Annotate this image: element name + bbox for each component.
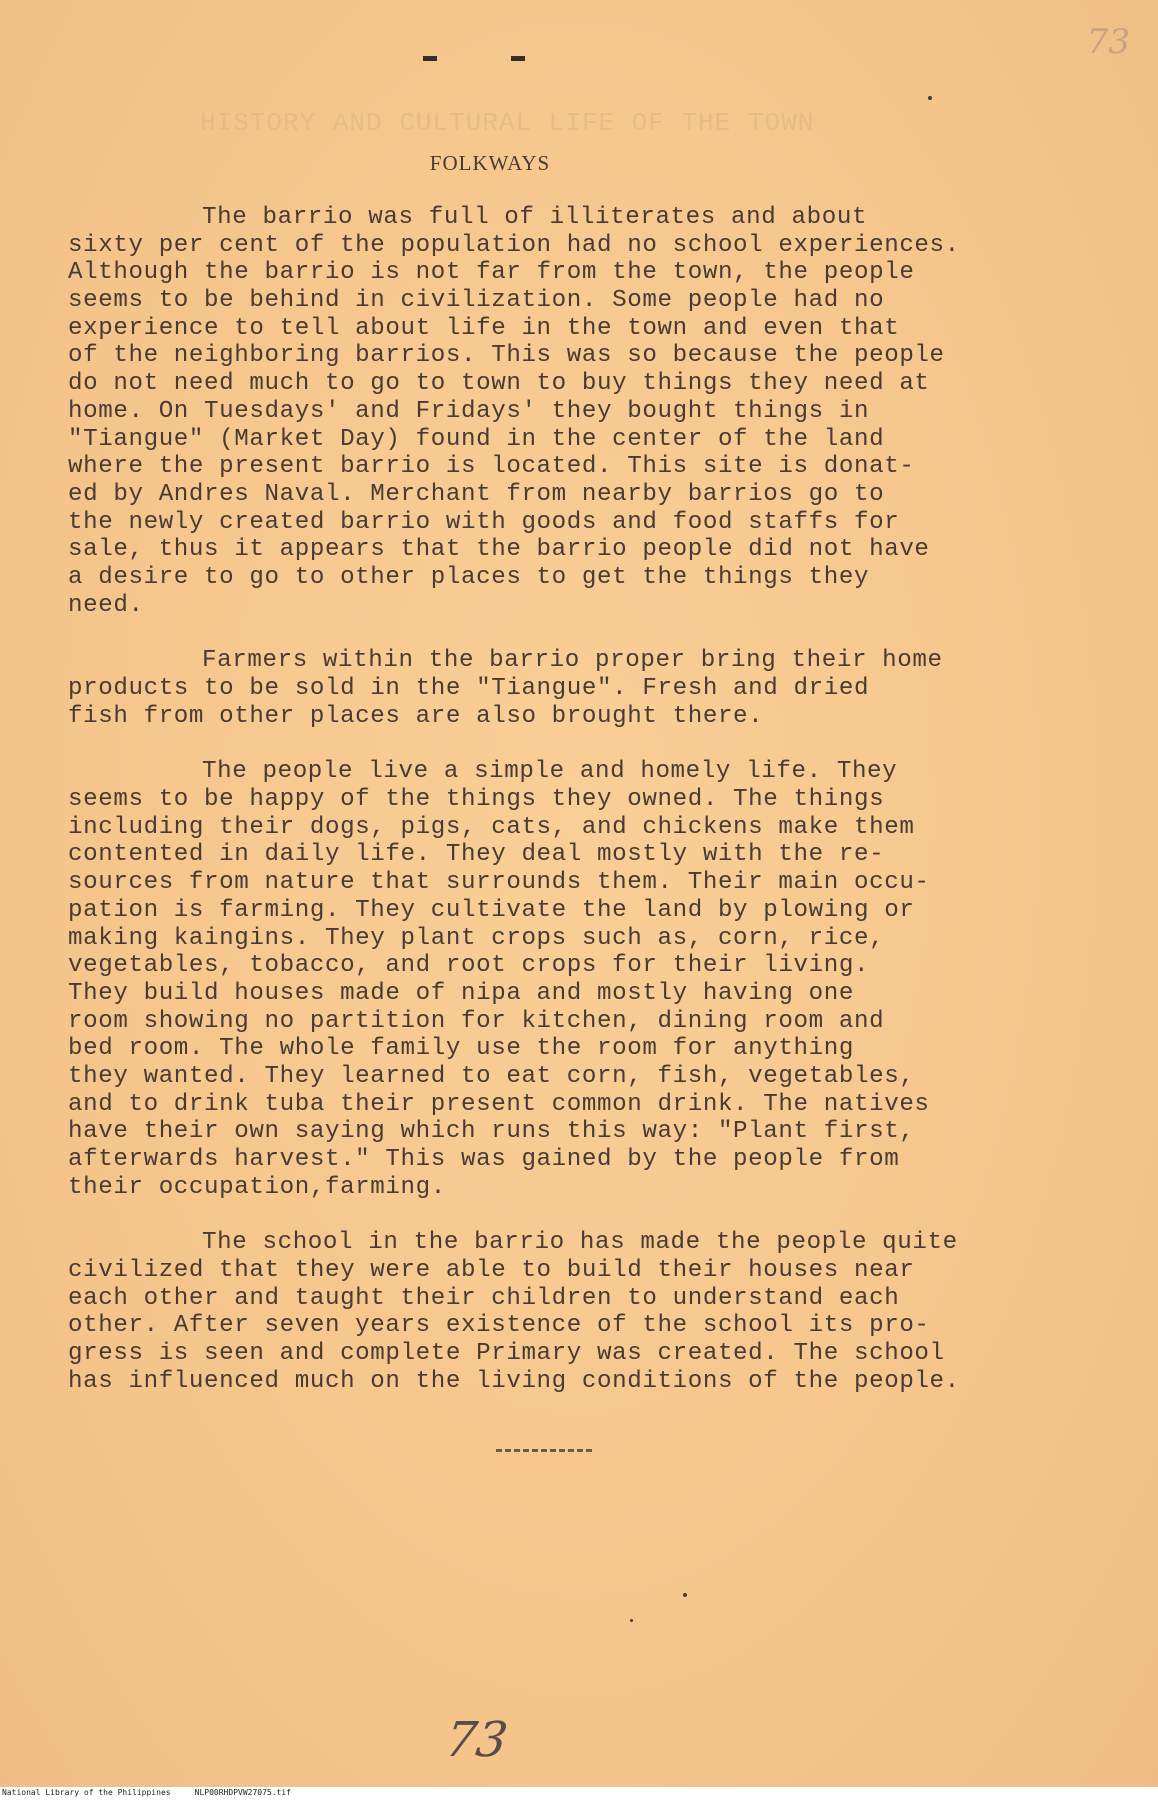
text-line: fish from other places are also brought there. [68, 702, 764, 730]
text-line: The people live a simple and homely life. They [202, 758, 898, 786]
ink-speck [630, 1619, 633, 1622]
text-line: sale, thus it appears that the barrio people did not have [68, 536, 930, 564]
scan-caption: National Library of the Philippines NLP00RHDPVW27075.tif [2, 1788, 291, 1797]
paragraph-1 [68, 204, 1088, 619]
text-line: the newly created barrio with goods and food staffs for [68, 508, 900, 536]
header-dash-left [423, 56, 437, 61]
text-line: seems to be happy of the things they owned. The things [68, 786, 885, 814]
text-line: sixty per cent of the population had no school experiences. [68, 231, 960, 259]
text-line: Although the barrio is not far from the town, the people [68, 259, 915, 287]
text-line: civilized that they were able to build their houses near [68, 1257, 915, 1285]
ink-speck [928, 96, 932, 100]
text-line: seems to be behind in civilization. Some people had no [68, 287, 885, 315]
text-line: they wanted. They learned to eat corn, fish, vegetables, [68, 1062, 915, 1090]
text-line: has influenced much on the living conditions of the people. [68, 1367, 960, 1395]
paragraph-3 [68, 758, 1088, 1201]
paragraph-2 [68, 647, 1088, 730]
text-line: They build houses made of nipa and mostly having one [68, 979, 854, 1007]
text-line: and to drink tuba their present common drink. The natives [68, 1090, 930, 1118]
text-line: sources from nature that surrounds them. Their main occu- [68, 869, 930, 897]
paragraph-4 [68, 1229, 1088, 1395]
body-text [68, 204, 1088, 1424]
bleed-through-text: HISTORY AND CULTURAL LIFE OF THE TOWN [200, 108, 815, 138]
header-dash-right [511, 56, 525, 61]
text-line: need. [68, 591, 144, 619]
text-line: pation is farming. They cultivate the land by plowing or [68, 896, 915, 924]
text-line: a desire to go to other places to get the things they [68, 563, 870, 591]
text-line: contented in daily life. They deal mostly with the re- [68, 841, 885, 869]
ink-speck [683, 1593, 687, 1597]
text-line: "Tiangue" (Market Day) found in the center of the land [68, 425, 885, 453]
text-line: each other and taught their children to understand each [68, 1284, 900, 1312]
text-line: room showing no partition for kitchen, dining room and [68, 1007, 885, 1035]
end-of-section-rule [496, 1449, 592, 1456]
text-line: home. On Tuesdays' and Fridays' they bought things in [68, 397, 870, 425]
text-line: Farmers within the barrio proper bring their home [202, 647, 943, 675]
text-line: their occupation,farming. [68, 1173, 446, 1201]
text-line: where the present barrio is located. This site is donat- [68, 453, 915, 481]
text-line: The barrio was full of illiterates and about [202, 204, 868, 231]
text-line: have their own saying which runs this way: "Plant first, [68, 1118, 915, 1146]
text-line: ed by Andres Naval. Merchant from nearby barrios go to [68, 480, 885, 508]
text-line: experience to tell about life in the town and even that [68, 314, 900, 342]
text-line: vegetables, tobacco, and root crops for their living. [68, 952, 870, 980]
text-line: including their dogs, pigs, cats, and chickens make them [68, 813, 915, 841]
text-line: of the neighboring barrios. This was so because the people [68, 342, 945, 370]
text-line: gress is seen and complete Primary was created. The school [68, 1340, 945, 1368]
page-title: FOLKWAYS [429, 151, 551, 175]
text-line: making kaingins. They plant crops such as, corn, rice, [68, 924, 885, 952]
corner-page-number: 73 [1086, 22, 1130, 62]
text-line: products to be sold in the "Tiangue". Fresh and dried [68, 675, 870, 702]
text-line: bed room. The whole family use the room for anything [68, 1035, 854, 1063]
text-line: other. After seven years existence of the school its pro- [68, 1312, 930, 1340]
text-line: afterwards harvest." This was gained by the people from [68, 1146, 900, 1173]
handwritten-page-number: 73 [442, 1712, 512, 1768]
text-line: do not need much to go to town to buy things they need at [68, 370, 930, 398]
text-line: The school in the barrio has made the people quite [202, 1229, 958, 1257]
